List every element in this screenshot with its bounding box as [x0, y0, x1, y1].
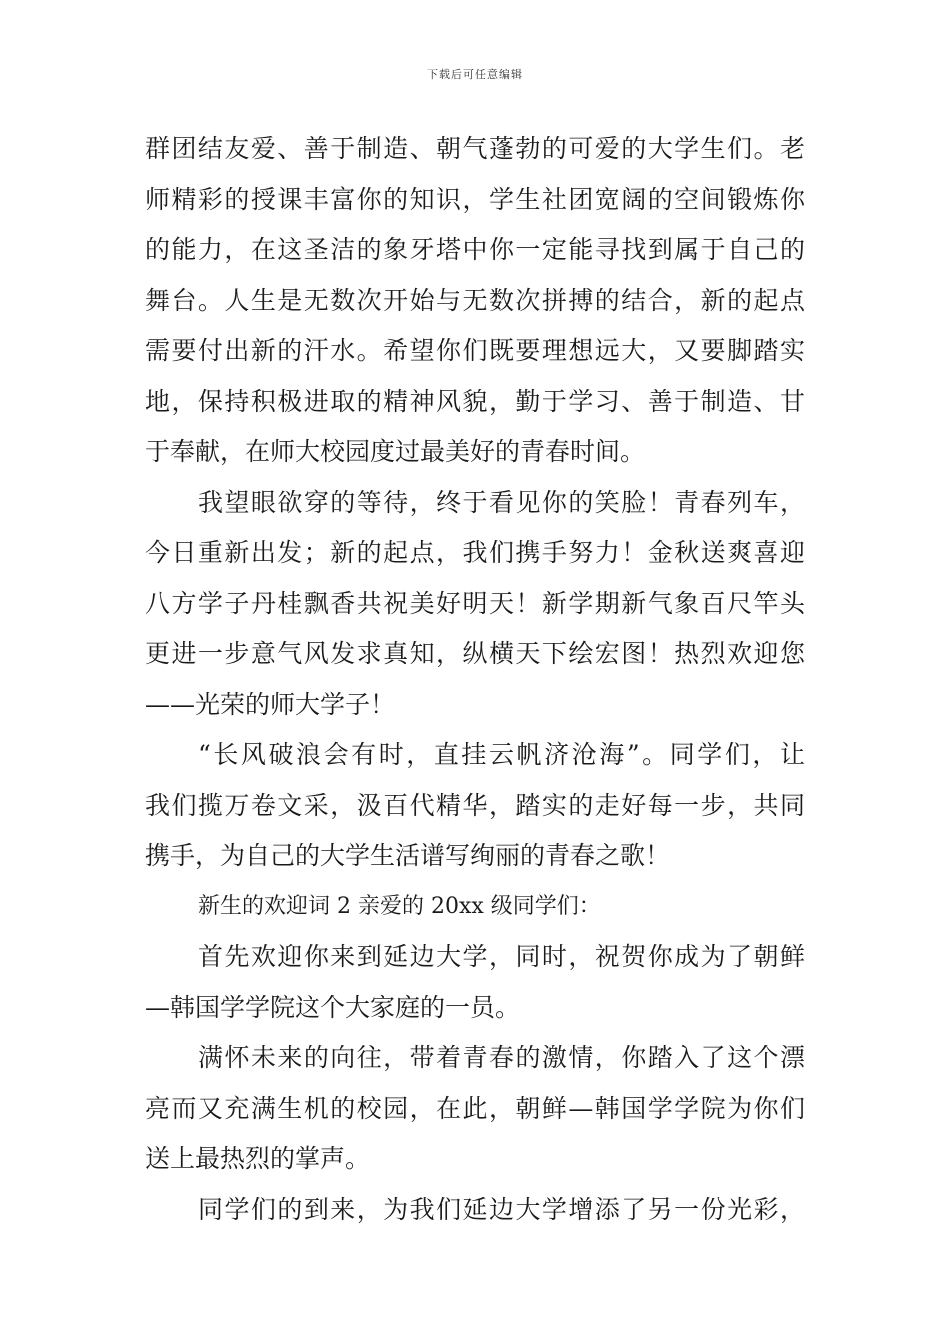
paragraph-first-line: 新生的欢迎词 2 亲爱的 20xx 级同学们：: [198, 893, 601, 919]
text-line: —韩国学学院这个大家庭的一员。: [145, 992, 521, 1022]
paragraph-first-line: 首先欢迎你来到延边大学，同时，祝贺你成为了朝鲜: [198, 942, 805, 971]
text-line: 舞台。人生是无数次开始与无数次拼搏的结合，新的起点: [145, 285, 805, 315]
text-line: 携手，为自己的大学生活谱写绚丽的青春之歌！: [145, 841, 671, 870]
header-note: 下载后可任意编辑: [427, 68, 523, 81]
text-line: 更进一步意气风发求真知，纵横天下绘宏图！热烈欢迎您: [145, 639, 805, 668]
text-line: 于奉献，在师大校园度过最美好的青春时间。: [145, 437, 646, 466]
paragraph-first-line: “长风破浪会有时，直挂云帆济沧海”。同学们，让: [198, 740, 805, 769]
text-line: 我们揽万卷文采，汲百代精华，踏实的走好每一步，共同: [145, 790, 805, 820]
text-line: 地，保持积极进取的精神风貌，勤于学习、善于制造、甘: [145, 386, 805, 416]
text-line: 送上最热烈的掌声。: [145, 1144, 371, 1173]
paragraph-first-line: 同学们的到来，为我们延边大学增添了另一份光彩，: [198, 1194, 805, 1224]
text-line: ——光荣的师大学子！: [145, 689, 396, 719]
text-line: 的能力，在这圣洁的象牙塔中你一定能寻找到属于自己的: [145, 235, 805, 264]
text-line: 群团结友爱、善于制造、朝气蓬勃的可爱的大学生们。老: [145, 134, 805, 163]
paragraph-first-line: 满怀未来的向往，带着青春的激情，你踏入了这个漂: [198, 1043, 805, 1072]
text-line: 今日重新出发；新的起点，我们携手努力！金秋送爽喜迎: [145, 538, 805, 567]
paragraph-first-line: 我望眼欲穿的等待，终于看见你的笑脸！青春列车，: [198, 487, 805, 517]
document-body: [145, 124, 805, 1235]
text-line: 需要付出新的汗水。希望你们既要理想远大，又要脚踏实: [145, 336, 805, 365]
text-line: 亮而又充满生机的校园，在此，朝鲜—韩国学学院为你们: [145, 1093, 805, 1123]
text-line: 八方学子丹桂飘香共祝美好明天！新学期新气象百尺竿头: [145, 588, 805, 618]
text-line: 师精彩的授课丰富你的知识，学生社团宽阔的空间锻炼你: [145, 184, 805, 214]
